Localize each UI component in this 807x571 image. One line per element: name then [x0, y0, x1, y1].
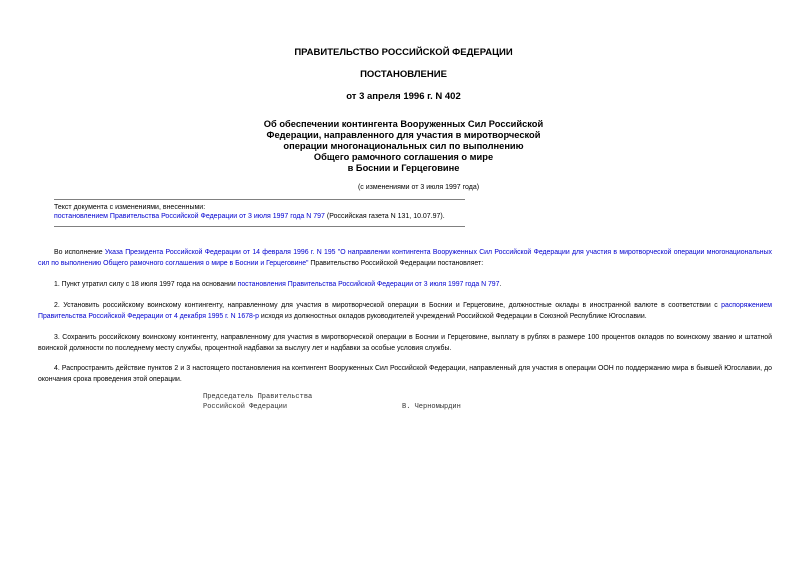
item-1-text: 1. Пункт утратил силу с 18 июля 1997 года на основании — [54, 281, 238, 288]
title-line: Федерации, направленного для участия в миротворческой — [266, 130, 541, 140]
changes-note: (с изменениями от 3 июля 1997 года) — [357, 184, 480, 191]
item-2-paragraph — [38, 301, 772, 322]
title-line: в Боснии и Герцеговине — [347, 163, 460, 173]
item-2-text: 2. Установить российскому воинскому контингенту, направленному для участия в миротворческой операции в Боснии и Герцеговине, должностные оклады в иностранной валюте в соответствии с — [54, 302, 722, 309]
item-4-paragraph: 4. Распространить действие пунктов 2 и 3 настоящего постановления на контингент Вооруженных Сил Российской Федерации, направленный для участия в операции ООН по поддержанию мира в бывшей Югославии, до окончания срока проведения этой операции. — [38, 365, 772, 383]
edits-intro: Текст документа с изменениями, внесенными: — [54, 204, 206, 211]
edits-line — [54, 212, 474, 221]
resolution-797-link[interactable]: постановления Правительства Российской Федерации от 3 июля 1997 года N 797 — [237, 281, 500, 288]
preamble-paragraph — [38, 248, 772, 269]
edits-block — [54, 203, 474, 221]
amendment-link[interactable]: постановлением Правительства Российской Федерации от 3 июля 1997 года N 797 — [54, 213, 325, 220]
presidential-decree-link[interactable]: Указа Президента Российской Федерации от 14 февраля 1996 г. N 195 "О направлении контингента Вооруженных Сил Российской Федерации для участия в миротворческой операции многонациональных сил по выполнению Общего рамочного соглашения о мире в Боснии и Герцеговине" — [38, 249, 773, 267]
title-line: Об обеспечении контингента Вооруженных Сил Российской — [263, 119, 544, 129]
edits-source: (Российская газета N 131, 10.07.97). — [324, 213, 445, 220]
item-3-paragraph: 3. Сохранить российскому воинскому контингенту, направленному для участия в миротворческой операции в Боснии и Герцеговине, выплату в рублях в размере 100 процентов окладов по воинскому званию и штатной воинской должности по последнему месту службы, процентной надбавки за выслугу лет и надбавки за особые условия службы. — [38, 334, 772, 352]
document-type: ПОСТАНОВЛЕНИЕ — [360, 69, 447, 80]
document-date-number: от 3 апреля 1996 г. N 402 — [346, 91, 461, 102]
signature-line-2: Российской Федерации — [203, 403, 288, 411]
order-1678-link[interactable]: распоряжением Правительства Российской Федерации от 4 декабря 1995 г. N 1678-р — [38, 302, 772, 320]
signature-line-1: Председатель Правительства — [203, 393, 313, 401]
item-1-paragraph — [38, 280, 772, 291]
item-1-text-end: . — [499, 281, 502, 288]
item-2-text-end: исходя из должностных окладов руководителей учреждений Российской Федерации в Союзной Республике Югославии. — [258, 312, 647, 320]
bottom-divider — [54, 226, 465, 227]
signature-title — [203, 392, 312, 412]
top-divider — [54, 199, 465, 200]
document-title — [200, 119, 607, 174]
preamble-text-end: Правительство Российской Федерации постановляет: — [308, 259, 484, 267]
title-line: Общего рамочного соглашения о мире — [313, 152, 494, 162]
government-heading: ПРАВИТЕЛЬСТВО РОССИЙСКОЙ ФЕДЕРАЦИИ — [294, 47, 513, 58]
title-line: операции многонациональных сил по выполнению — [283, 141, 524, 151]
signatory-name: В. Черномырдин — [402, 403, 461, 411]
preamble-text: Во исполнение — [54, 249, 105, 256]
